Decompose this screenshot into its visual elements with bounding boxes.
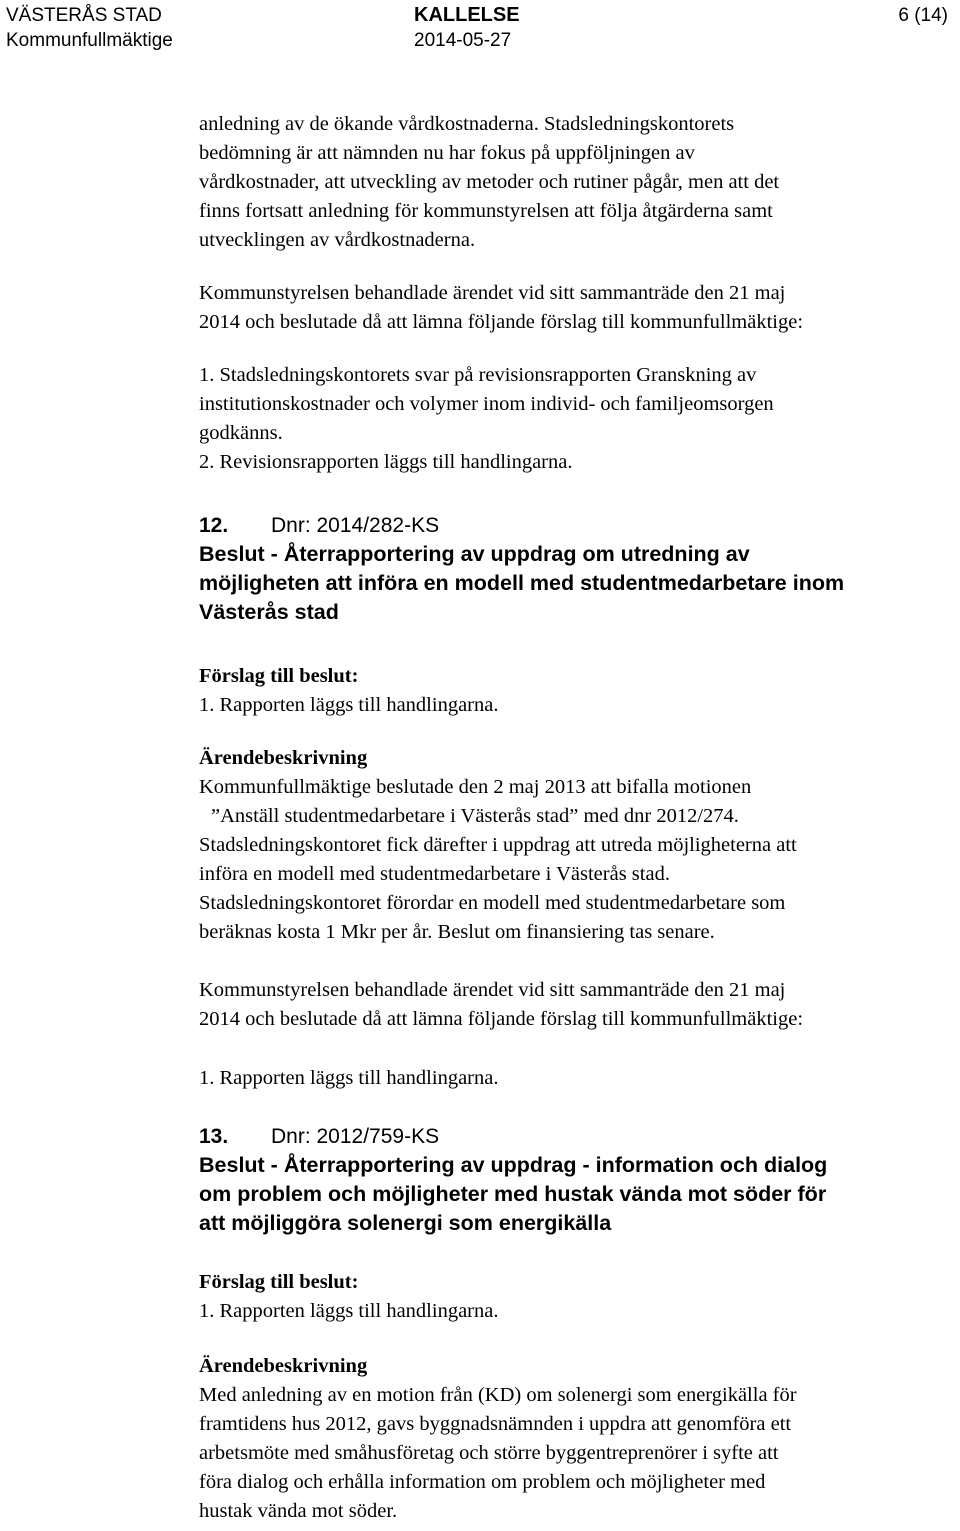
text-line: institutionskostnader och volymer inom individ- och familjeomsorgen [199, 393, 774, 415]
item-heading [199, 1122, 954, 1151]
text-line: 2014 och beslutade då att lämna följande förslag till kommunfullmäktige: [199, 311, 804, 333]
text-line: Kommunstyrelsen behandlade ärendet vid sitt sammanträde den 21 maj [199, 282, 786, 304]
header-body: Kommunfullmäktige [6, 30, 173, 51]
title-line: att möjliggöra solenergi som energikälla [199, 1211, 612, 1235]
text-line: Med anledning av en motion från (KD) om solenergi som energikälla för [199, 1384, 797, 1406]
proposal-heading: Förslag till beslut: [199, 665, 359, 687]
text-line: Stadsledningskontoret fick därefter i uppdrag att utreda möjligheterna att [199, 834, 797, 856]
agenda-item-13 [199, 1122, 954, 1526]
proposal-text: 1. Rapporten läggs till handlingarna. [199, 1300, 499, 1322]
item-number: 13. [199, 1125, 229, 1148]
intro-ks-paragraph [199, 279, 954, 337]
text-line: 2. Revisionsrapporten läggs till handlingarna. [199, 451, 573, 473]
text-line: beräknas kosta 1 Mkr per år. Beslut om finansiering tas senare. [199, 921, 715, 943]
text-line: Stadsledningskontoret förordar en modell med studentmedarbetare som [199, 892, 786, 914]
item-dnr: Dnr: 2014/282-KS [271, 514, 440, 537]
header-left [6, 3, 173, 53]
page-header [0, 0, 960, 56]
text-line: Kommunstyrelsen behandlade ärendet vid sitt sammanträde den 21 maj [199, 979, 786, 1001]
item-dnr: Dnr: 2012/759-KS [271, 1125, 440, 1148]
text-line: godkänns. [199, 422, 283, 444]
header-center [414, 3, 520, 53]
header-page-number: 6 (14) [898, 5, 948, 26]
title-line: om problem och möjligheter med hustak vända mot söder för [199, 1182, 827, 1206]
header-date: 2014-05-27 [414, 30, 512, 51]
document-body [199, 110, 954, 1526]
text-line: införa en modell med studentmedarbetare i Västerås stad. [199, 863, 670, 885]
item-title [199, 540, 954, 627]
title-line: möjligheten att införa en modell med studentmedarbetare inom [199, 571, 845, 595]
text-line: ”Anställ studentmedarbetare i Västerås stad” med dnr 2012/274. [211, 805, 739, 827]
proposal-text: 1. Rapporten läggs till handlingarna. [199, 694, 499, 716]
title-line: Beslut - Återrapportering av uppdrag om utredning av [199, 542, 750, 566]
title-line: Västerås stad [199, 600, 339, 624]
header-org: VÄSTERÅS STAD [6, 5, 162, 26]
intro-decision-list [199, 361, 954, 477]
text-line: framtidens hus 2012, gavs byggnadsnämnden i uppdra att genomföra ett [199, 1413, 792, 1435]
header-doc-type: KALLELSE [414, 4, 520, 26]
text-line: 2014 och beslutade då att lämna följande förslag till kommunfullmäktige: [199, 1008, 804, 1030]
text-line: föra dialog och erhålla information om problem och möjligheter med [199, 1471, 766, 1493]
text-line: anledning av de ökande vårdkostnaderna. Stadsledningskontorets [199, 113, 735, 135]
ks-paragraph [199, 976, 954, 1034]
text-line: 1. Stadsledningskontorets svar på revisionsrapporten Granskning av [199, 364, 757, 386]
intro-paragraph [199, 110, 954, 255]
text-line: utvecklingen av vårdkostnaderna. [199, 229, 476, 251]
proposal-heading: Förslag till beslut: [199, 1271, 359, 1293]
text-line: arbetsmöte med småhusföretag och större byggentreprenörer i syfte att [199, 1442, 779, 1464]
decision-text: 1. Rapporten läggs till handlingarna. [199, 1067, 499, 1089]
title-line: Beslut - Återrapportering av uppdrag - information och dialog [199, 1153, 828, 1177]
agenda-item-12 [199, 511, 954, 1093]
item-heading [199, 511, 954, 540]
text-line: vårdkostnader, att utveckling av metoder och rutiner pågår, men att det [199, 171, 780, 193]
text-line: hustak vända mot söder. [199, 1500, 398, 1522]
description-heading: Ärendebeskrivning [199, 747, 368, 769]
text-line: finns fortsatt anledning för kommunstyrelsen att följa åtgärderna samt [199, 200, 773, 222]
item-title [199, 1151, 954, 1238]
item-number: 12. [199, 514, 229, 537]
text-line: Kommunfullmäktige beslutade den 2 maj 2013 att bifalla motionen [199, 776, 752, 798]
text-line: bedömning är att nämnden nu har fokus på uppföljningen av [199, 142, 695, 164]
description-heading: Ärendebeskrivning [199, 1355, 368, 1377]
